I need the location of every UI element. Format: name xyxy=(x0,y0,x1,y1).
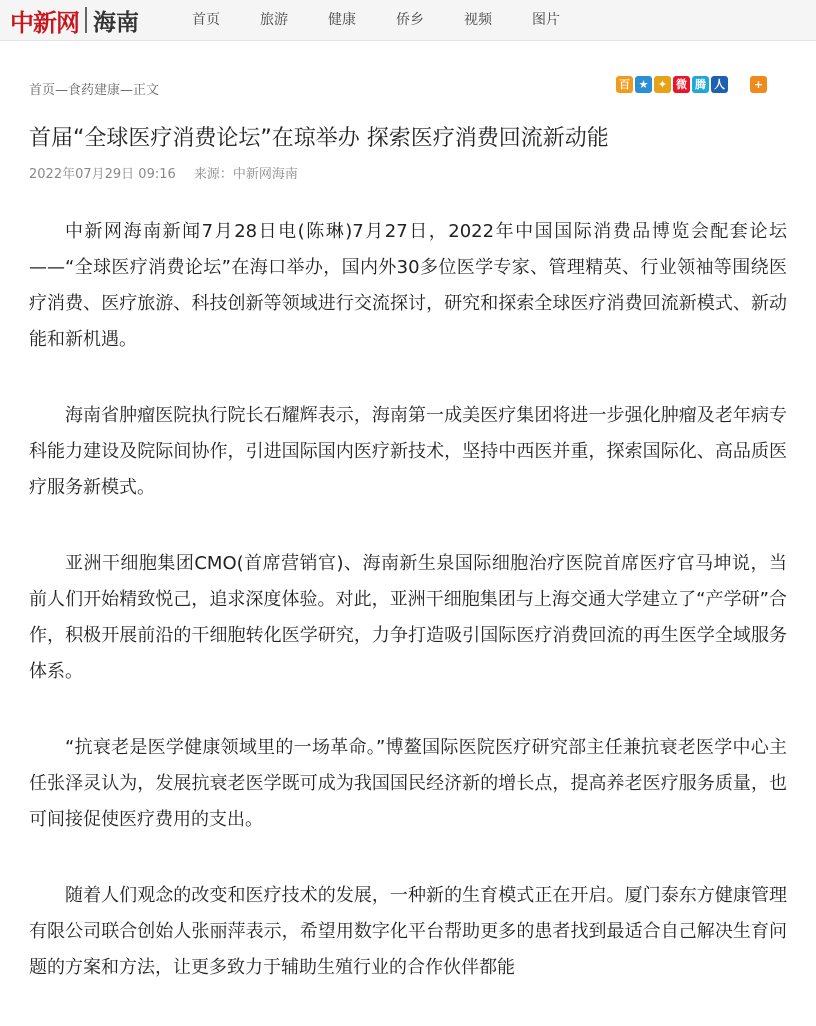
share-toolbar xyxy=(616,74,769,94)
nav-item-photos[interactable]: 图片 xyxy=(532,12,560,28)
qzone-share-icon[interactable]: ★ xyxy=(635,76,652,93)
logo-wordmark: 中新网 xyxy=(10,7,79,37)
logo-region: 海南 xyxy=(93,9,139,36)
tencent-weibo-share-icon[interactable]: 腾 xyxy=(692,76,709,93)
nav-item-home[interactable]: 首页 xyxy=(192,12,220,28)
qq-share-icon[interactable]: ✦ xyxy=(654,76,671,93)
baidu-share-icon[interactable]: 百 xyxy=(616,76,633,93)
nav-item-overseas-chinese[interactable]: 侨乡 xyxy=(396,12,424,28)
nav-item-travel[interactable]: 旅游 xyxy=(260,12,288,28)
top-navigation-bar xyxy=(0,0,816,41)
more-share-icon[interactable]: + xyxy=(750,76,767,93)
breadcrumb[interactable]: 首页—食药建康—正文 xyxy=(29,83,160,98)
article-paragraph: 随着人们观念的改变和医疗技术的发展，一种新的生育模式正在开启。厦门泰东方健康管理有限公司联合创始人张丽萍表示，希望用数字化平台帮助更多的患者找到最适合自己解决生育问题的方案和方法，让更多致力于辅助生殖行业的合作伙伴都能 xyxy=(29,885,787,978)
article-paragraph: 海南省肿瘤医院执行院长石耀辉表示，海南第一成美医疗集团将进一步强化肿瘤及老年病专科能力建设及院际间协作，引进国际国内医疗新技术，坚持中西医并重，探索国际化、高品质医疗服务新模式。 xyxy=(29,405,787,498)
main-nav xyxy=(172,0,580,40)
article-source: 来源：中新网海南 xyxy=(193,167,298,182)
nav-item-health[interactable]: 健康 xyxy=(328,12,356,28)
logo-divider xyxy=(85,7,87,33)
article-paragraph: “抗衰老是医学健康领域里的一场革命。”博鳌国际医院医疗研究部主任兼抗衰老医学中心主任张泽灵认为，发展抗衰老医学既可成为我国国民经济新的增长点，提高养老医疗服务质量，也可间接促使医疗费用的支出。 xyxy=(29,737,787,830)
article-paragraph: 亚洲干细胞集团CMO(首席营销官)、海南新生泉国际细胞治疗医院首席医疗官马坤说，当前人们开始精致悦己，追求深度体验。对此，亚洲干细胞集团与上海交通大学建立了“产学研”合作，积极开展前沿的干细胞转化医学研究，力争打造吸引国际医疗消费回流的再生医学全域服务体系。 xyxy=(29,553,787,682)
renren-share-icon[interactable]: 人 xyxy=(711,76,728,93)
article-body xyxy=(29,214,787,1026)
article-paragraph: 中新网海南新闻7月28日电(陈琳)7月27日，2022年中国国际消费品博览会配套论坛——“全球医疗消费论坛”在海口举办，国内外30多位医学专家、管理精英、行业领袖等围绕医疗消费、医疗旅游、科技创新等领域进行交流探讨，研究和探索全球医疗消费回流新模式、新动能和新机遇。 xyxy=(29,221,787,350)
article-title: 首届“全球医疗消费论坛”在琼举办 探索医疗消费回流新动能 xyxy=(29,126,609,151)
nav-item-video[interactable]: 视频 xyxy=(464,12,492,28)
article-meta xyxy=(29,163,312,182)
publish-date: 2022年07月29日 09:16 xyxy=(29,167,176,182)
weibo-share-icon[interactable]: 微 xyxy=(673,76,690,93)
site-logo[interactable] xyxy=(10,4,139,36)
